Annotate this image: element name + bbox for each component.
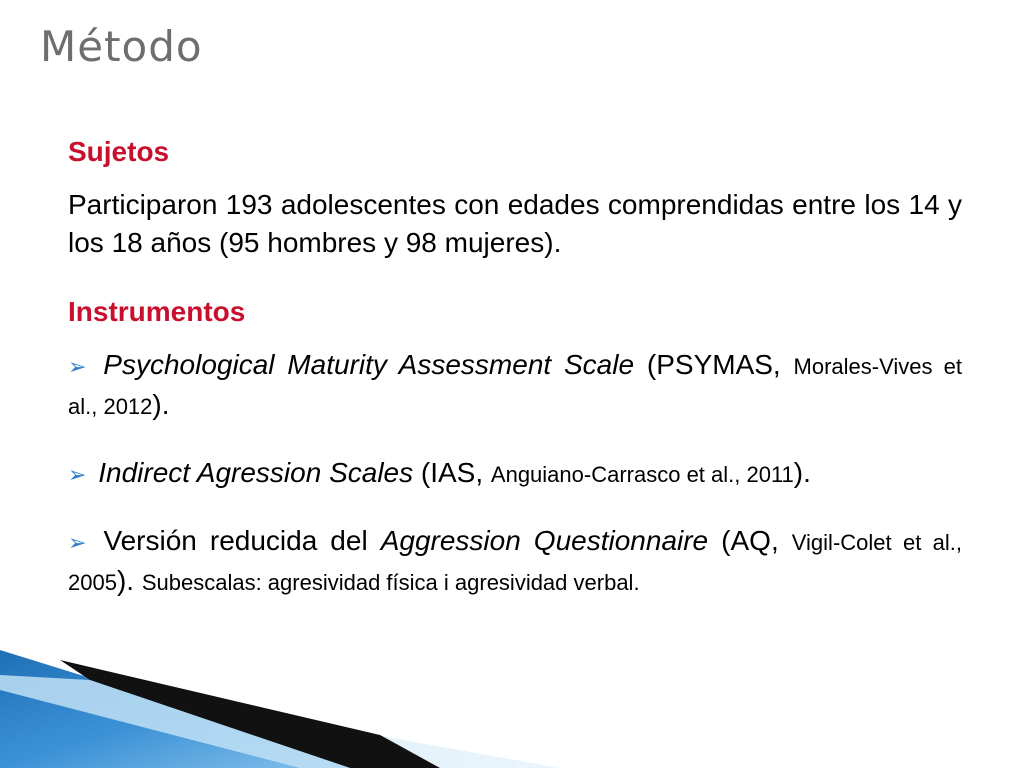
instrument-item-ias [68, 454, 962, 494]
instrument-close: ). [116, 565, 135, 596]
instrument-abbr: (PSYMAS, [646, 349, 781, 380]
arrow-bullet-icon: ➢ [68, 462, 87, 487]
slide-content [68, 128, 962, 602]
section-heading-sujetos: Sujetos [68, 136, 170, 167]
arrow-bullet-icon: ➢ [68, 530, 87, 555]
pale-wave-shape [0, 668, 560, 768]
instrument-title: Aggression Questionnaire [380, 525, 709, 556]
section-heading-instrumentos: Instrumentos [68, 296, 246, 327]
instrument-prefix: Versión reducida del [103, 525, 368, 556]
instrument-title: Psychological Maturity Assessment Scale [103, 349, 635, 380]
arrow-bullet-icon: ➢ [68, 354, 87, 379]
instrument-close: ). [793, 457, 811, 488]
instrument-citation: Vigil-Colet et al., 2005 [68, 530, 963, 595]
instrument-citation: Anguiano-Carrasco et al., 2011 [490, 462, 794, 487]
instrument-citation: Morales-Vives et al., 2012 [68, 354, 963, 419]
instrument-item-aq [68, 522, 962, 602]
black-stripe-shape [60, 660, 440, 768]
instrument-close: ). [152, 389, 170, 420]
sujetos-paragraph: Participaron 193 adolescentes con edades comprendidas entre los 14 y los 18 años (95 hombres y 98 mujeres). [68, 189, 962, 258]
instrument-abbr: (AQ, [721, 525, 779, 556]
instrument-item-psymas [68, 346, 962, 426]
instrument-note: Subescalas: agresividad física i agresividad verbal. [141, 570, 640, 595]
slide-title: Método [40, 22, 203, 71]
instrument-abbr: (IAS, [420, 457, 484, 488]
light-stripe-shape [0, 675, 350, 768]
blue-wave-shape [0, 650, 380, 768]
instrument-title: Indirect Agression Scales [98, 457, 414, 488]
